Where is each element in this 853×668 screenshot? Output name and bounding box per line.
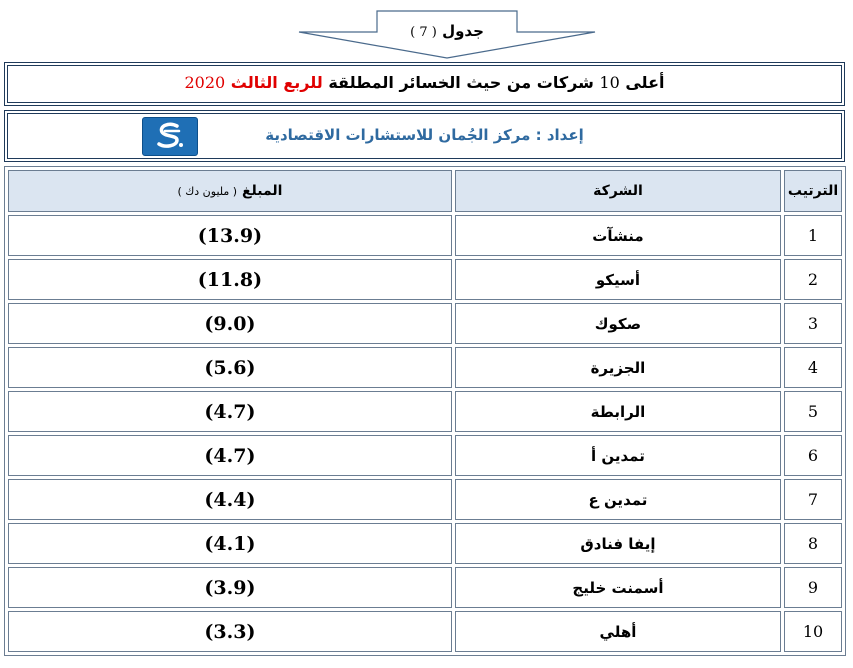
title-middle: شركات من حيث الخسائر المطلقة xyxy=(328,73,594,92)
title-count: 10 xyxy=(599,73,620,92)
table-row xyxy=(8,611,842,652)
header-rank: الترتيب xyxy=(784,170,842,212)
company-cell: تمدين ع xyxy=(455,479,781,520)
table-row xyxy=(8,303,842,344)
amount-cell: (11.8) xyxy=(8,259,452,300)
amount-cell: (4.7) xyxy=(8,435,452,476)
amount-cell: (3.3) xyxy=(8,611,452,652)
table-row xyxy=(8,391,842,432)
rank-cell: 4 xyxy=(784,347,842,388)
table-row xyxy=(8,347,842,388)
table-number-label xyxy=(297,22,597,40)
header-amount-unit: ( مليون دك ) xyxy=(177,185,238,198)
amount-cell: (4.7) xyxy=(8,391,452,432)
rank-cell: 3 xyxy=(784,303,842,344)
amount-cell: (5.6) xyxy=(8,347,452,388)
table-row xyxy=(8,567,842,608)
table-number-arrow xyxy=(297,10,597,60)
company-cell: أهلي xyxy=(455,611,781,652)
rank-cell: 1 xyxy=(784,215,842,256)
company-cell: أسمنت خليج xyxy=(455,567,781,608)
header-company: الشركة xyxy=(455,170,781,212)
rank-cell: 7 xyxy=(784,479,842,520)
company-cell: الرابطة xyxy=(455,391,781,432)
source-org: مركز الجُمان للاستشارات الاقتصادية xyxy=(265,126,531,144)
losses-table xyxy=(4,166,846,656)
company-cell: تمدين أ xyxy=(455,435,781,476)
company-cell: إيفا فنادق xyxy=(455,523,781,564)
company-cell: منشآت xyxy=(455,215,781,256)
rank-cell: 10 xyxy=(784,611,842,652)
title-prefix: أعلى xyxy=(625,73,665,92)
amount-cell: (4.1) xyxy=(8,523,452,564)
company-cell: صكوك xyxy=(455,303,781,344)
page-title xyxy=(5,73,844,92)
table-word: جدول xyxy=(442,22,484,40)
header-amount xyxy=(8,170,452,212)
company-cell: أسيكو xyxy=(455,259,781,300)
amount-cell: (4.4) xyxy=(8,479,452,520)
amount-cell: (13.9) xyxy=(8,215,452,256)
table-row xyxy=(8,435,842,476)
table-row xyxy=(8,523,842,564)
table-header-row xyxy=(8,170,842,212)
rank-cell: 8 xyxy=(784,523,842,564)
source-banner xyxy=(4,110,845,162)
source-line xyxy=(5,126,844,144)
company-cell: الجزيرة xyxy=(455,347,781,388)
title-banner xyxy=(4,62,845,106)
header-amount-main: المبلغ xyxy=(241,183,283,199)
rank-cell: 6 xyxy=(784,435,842,476)
rank-cell: 9 xyxy=(784,567,842,608)
title-highlight: للربع الثالث xyxy=(230,73,323,92)
amount-cell: (3.9) xyxy=(8,567,452,608)
table-number: ( 7 ) xyxy=(410,25,437,40)
table-row xyxy=(8,479,842,520)
title-year: 2020 xyxy=(184,73,226,92)
source-label: إعداد : xyxy=(535,126,584,144)
table-row xyxy=(8,259,842,300)
table-row xyxy=(8,215,842,256)
amount-cell: (9.0) xyxy=(8,303,452,344)
rank-cell: 5 xyxy=(784,391,842,432)
rank-cell: 2 xyxy=(784,259,842,300)
